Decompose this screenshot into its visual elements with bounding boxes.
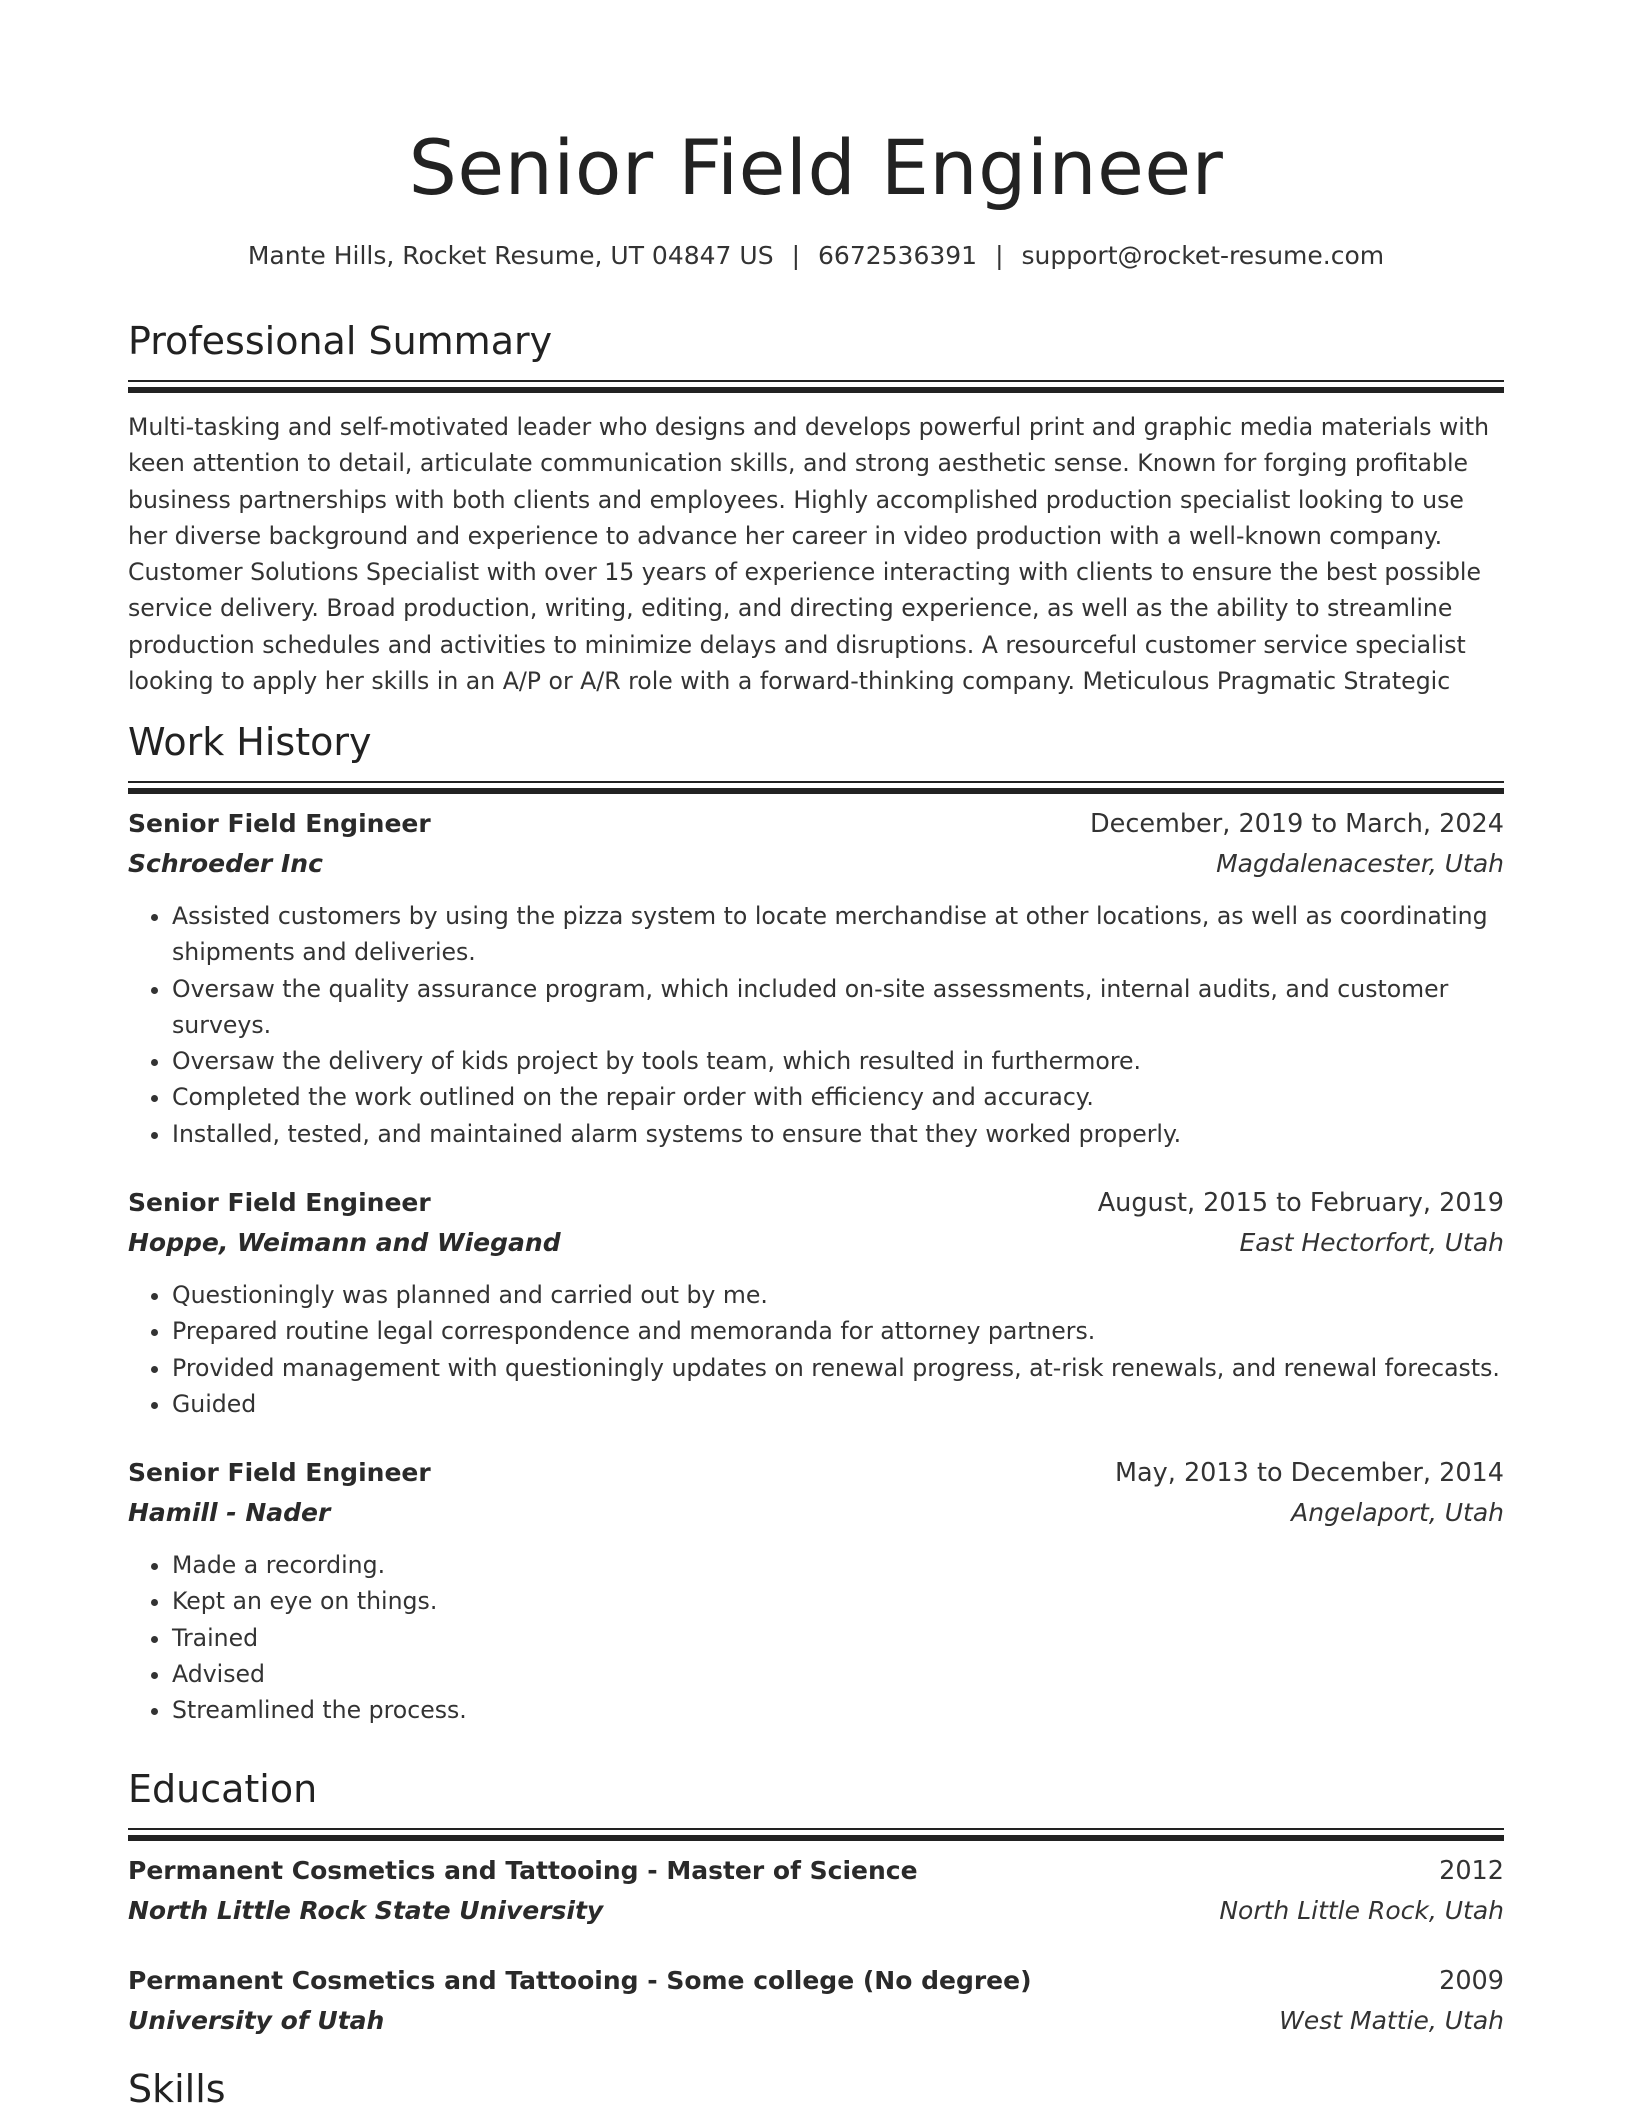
job-bullet: • Assisted customers by using the pizza system to locate merchandise at other locations, as well as coordinating shipments and deliveries. xyxy=(172,898,1504,971)
job-bullet: • Completed the work outlined on the repair order with efficiency and accuracy. xyxy=(172,1079,1504,1115)
work-history-section xyxy=(128,717,1504,794)
section-title-skills: Skills xyxy=(128,2067,226,2111)
job-bullet: • Oversaw the delivery of kids project by tools team, which resulted in furthermore. xyxy=(172,1043,1504,1079)
education-year: 2009 xyxy=(1439,1966,1504,1996)
section-rule-thick xyxy=(128,387,1504,393)
job-title: Senior Field Engineer xyxy=(128,809,431,838)
section-rule xyxy=(128,781,1504,783)
education-header-row xyxy=(128,1851,1504,1891)
section-title-education: Education xyxy=(128,1767,318,1811)
job-bullet: • Kept an eye on things. xyxy=(172,1583,1504,1619)
job-header-row xyxy=(128,804,1504,844)
job-bullet: • Provided management with questioningly updates on renewal progress, at-risk renewals, and renewal forecasts. xyxy=(172,1350,1504,1386)
summary-section xyxy=(128,316,1504,699)
summary-text: Multi-tasking and self-motivated leader who designs and develops powerful print and graphic media materials with keen attention to detail, articulate communication skills, and strong aesthetic sense. Known for forging profitable business partnerships with both clients and employees. Highly accomplished production specialist looking to use her diverse background and experience to advance her career in video production with a well-known company. Customer Solutions Specialist with over 15 years of experience interacting with clients to ensure the best possible service delivery. Broad production, writing, editing, and directing experience, as well as the ability to streamline production schedules and activities to minimize delays and disruptions. A resourceful customer service specialist looking to apply her skills in an A/P or A/R role with a forward-thinking company. Meticulous Pragmatic Strategic xyxy=(128,413,1490,696)
job-bullets xyxy=(128,1277,1504,1422)
job-bullet: • Questioningly was planned and carried out by me. xyxy=(172,1277,1504,1313)
job-location: Angelaport, Utah xyxy=(1291,1498,1504,1527)
job-bullet: • Oversaw the quality assurance program, which included on-site assessments, internal audits, and customer surveys. xyxy=(172,971,1504,1044)
job-company-row xyxy=(128,1223,1504,1263)
job-header-row xyxy=(128,1453,1504,1493)
job-dates: December, 2019 to March, 2024 xyxy=(1090,809,1504,839)
job-location: Magdalenacester, Utah xyxy=(1216,849,1504,878)
job-location: East Hectorfort, Utah xyxy=(1239,1228,1504,1257)
education-school: North Little Rock State University xyxy=(128,1896,604,1925)
section-rule xyxy=(128,380,1504,382)
job-entry xyxy=(128,1453,1504,1728)
job-company: Schroeder Inc xyxy=(128,849,323,878)
job-company: Hoppe, Weimann and Wiegand xyxy=(128,1228,561,1257)
education-header-row xyxy=(128,1961,1504,2001)
section-rule xyxy=(128,1828,1504,1830)
education-entry xyxy=(128,1851,1504,1931)
contact-phone: 6672536391 xyxy=(818,241,978,270)
education-degree: Permanent Cosmetics and Tattooing - Master of Science xyxy=(128,1856,918,1885)
contact-separator: | xyxy=(995,241,1004,270)
contact-address: Mante Hills, Rocket Resume, UT 04847 US xyxy=(247,241,774,270)
job-entry xyxy=(128,1183,1504,1422)
section-rule-thick xyxy=(128,1835,1504,1841)
resume-name: Senior Field Engineer xyxy=(408,123,1224,212)
job-title: Senior Field Engineer xyxy=(128,1458,431,1487)
job-bullets xyxy=(128,898,1504,1152)
education-year: 2012 xyxy=(1439,1856,1504,1886)
job-bullets xyxy=(128,1547,1504,1728)
job-dates: August, 2015 to February, 2019 xyxy=(1097,1188,1504,1218)
education-section xyxy=(128,1764,1504,1841)
job-title: Senior Field Engineer xyxy=(128,1188,431,1217)
education-school: University of Utah xyxy=(128,2006,385,2035)
contact-email: support@rocket-resume.com xyxy=(1021,241,1385,270)
job-entry xyxy=(128,804,1504,1152)
section-rule-thick xyxy=(128,788,1504,794)
education-entry xyxy=(128,1961,1504,2041)
job-company-row xyxy=(128,1493,1504,1533)
job-bullet: • Streamlined the process. xyxy=(172,1692,1504,1728)
education-location: West Mattie, Utah xyxy=(1279,2006,1504,2035)
job-bullet: • Installed, tested, and maintained alarm systems to ensure that they worked properly. xyxy=(172,1116,1504,1152)
job-dates: May, 2013 to December, 2014 xyxy=(1115,1458,1504,1488)
job-company: Hamill - Nader xyxy=(128,1498,331,1527)
job-bullet: • Advised xyxy=(172,1656,1504,1692)
section-title-work: Work History xyxy=(128,720,372,764)
section-title-summary: Professional Summary xyxy=(128,319,553,363)
job-company-row xyxy=(128,844,1504,884)
job-bullet: • Guided xyxy=(172,1386,1504,1422)
skills-section xyxy=(128,2064,1504,2114)
education-location: North Little Rock, Utah xyxy=(1219,1896,1504,1925)
job-bullet: • Trained xyxy=(172,1620,1504,1656)
contact-separator: | xyxy=(791,241,801,270)
education-school-row xyxy=(128,2001,1504,2041)
job-bullet: • Made a recording. xyxy=(172,1547,1504,1583)
job-header-row xyxy=(128,1183,1504,1223)
contact-line xyxy=(128,238,1504,274)
job-bullet: • Prepared routine legal correspondence and memoranda for attorney partners. xyxy=(172,1313,1504,1349)
education-degree: Permanent Cosmetics and Tattooing - Some college (No degree) xyxy=(128,1966,1032,1995)
education-school-row xyxy=(128,1891,1504,1931)
